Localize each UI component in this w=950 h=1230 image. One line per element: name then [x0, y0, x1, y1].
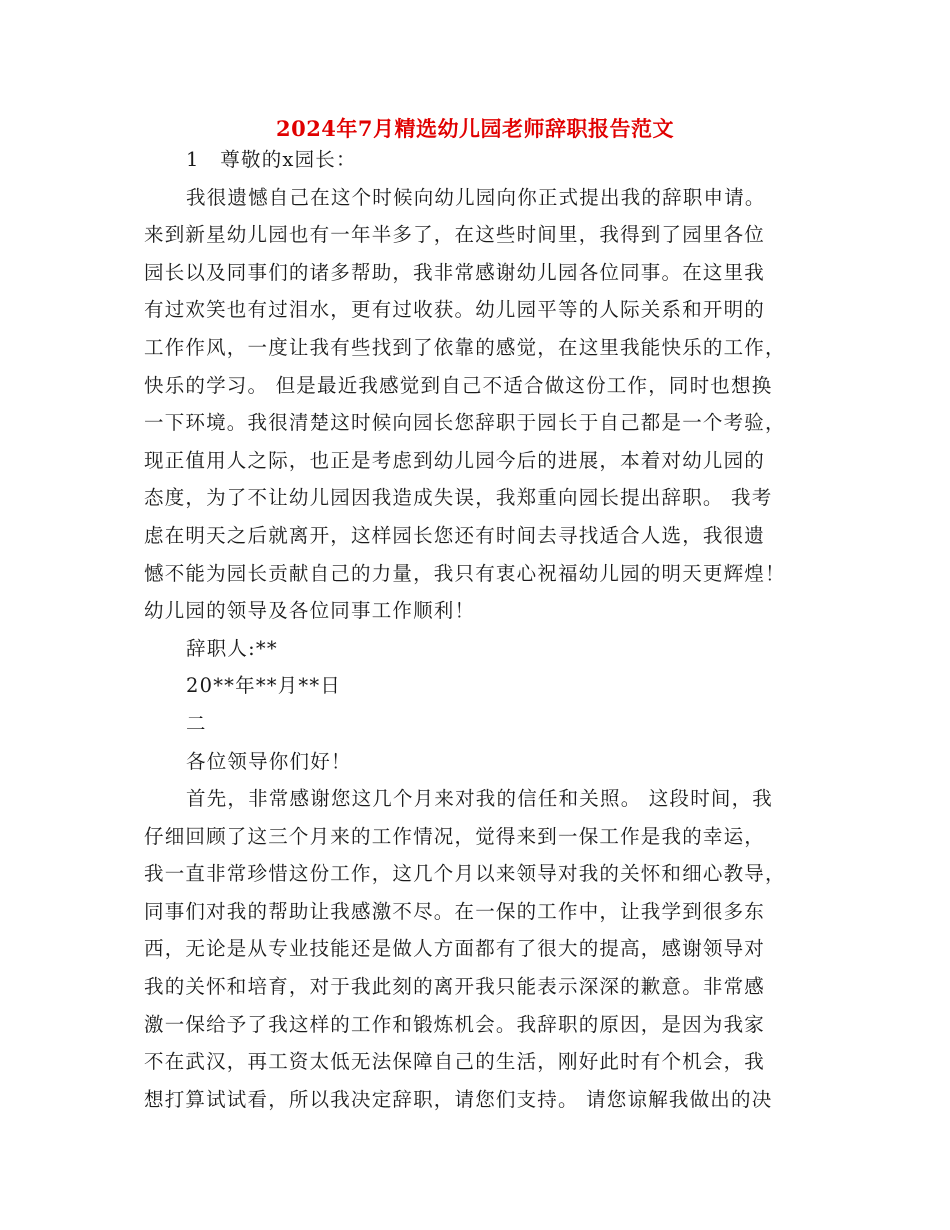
text-line: 园长以及同事们的诸多帮助，我非常感谢幼儿园各位同事。在这里我	[144, 260, 766, 284]
text-line: 各位领导你们好！	[186, 749, 352, 773]
document-body	[144, 141, 814, 1118]
text-line: 想打算试试看，所以我决定辞职，请您们支持。 请您谅解我做出的决	[144, 1087, 773, 1111]
text-line: 同事们对我的帮助让我感激不尽。在一保的工作中，让我学到很多东	[144, 899, 766, 923]
document-title: 2024年7月精选幼儿园老师辞职报告范文	[275, 116, 675, 141]
text-line: 有过欢笑也有过泪水，更有过收获。幼儿园平等的人际关系和开明的	[144, 298, 766, 322]
text-line: 态度，为了不让幼儿园因我造成失误，我郑重向园长提出辞职。 我考	[144, 486, 773, 510]
text-line: 二	[186, 711, 207, 735]
text-line: 来到新星幼儿园也有一年半多了，在这些时间里，我得到了园里各位	[144, 223, 766, 247]
text-line: 我的关怀和培育，对于我此刻的离开我只能表示深深的歉意。非常感	[144, 975, 766, 999]
text-line: 辞职人:**	[186, 636, 278, 660]
text-line: 我很遗憾自己在这个时候向幼儿园向你正式提出我的辞职申请。	[186, 185, 766, 209]
text-line: 虑在明天之后就离开，这样园长您还有时间去寻找适合人选，我很遗	[144, 523, 766, 547]
text-line: 激一保给予了我这样的工作和锻炼机会。我辞职的原因，是因为我家	[144, 1012, 766, 1036]
text-line: 20**年**月**日	[186, 674, 342, 698]
text-line: 幼儿园的领导及各位同事工作顺利！	[144, 599, 476, 623]
text-line: 仔细回顾了这三个月来的工作情况，觉得来到一保工作是我的幸运，	[144, 824, 766, 848]
text-line: 快乐的学习。 但是最近我感觉到自己不适合做这份工作，同时也想换	[144, 373, 773, 397]
text-line: 憾不能为园长贡献自己的力量，我只有衷心祝福幼儿园的明天更辉煌！	[144, 561, 786, 585]
text-line: 现正值用人之际，也正是考虑到幼儿园今后的进展，本着对幼儿园的	[144, 448, 766, 472]
text-line: 西，无论是从专业技能还是做人方面都有了很大的提高，感谢领导对	[144, 937, 766, 961]
text-line: 一下环境。我很清楚这时候向园长您辞职于园长于自己都是一个考验，	[144, 411, 786, 435]
text-line: 我一直非常珍惜这份工作，这几个月以来领导对我的关怀和细心教导，	[144, 862, 786, 886]
text-line: 不在武汉，再工资太低无法保障自己的生活，刚好此时有个机会，我	[144, 1050, 766, 1074]
text-line: 工作作风，一度让我有些找到了依靠的感觉，在这里我能快乐的工作，	[144, 335, 786, 359]
text-line: 首先，非常感谢您这几个月来对我的信任和关照。 这段时间，我	[186, 787, 773, 811]
text-line: 1 尊敬的x园长：	[186, 148, 357, 171]
